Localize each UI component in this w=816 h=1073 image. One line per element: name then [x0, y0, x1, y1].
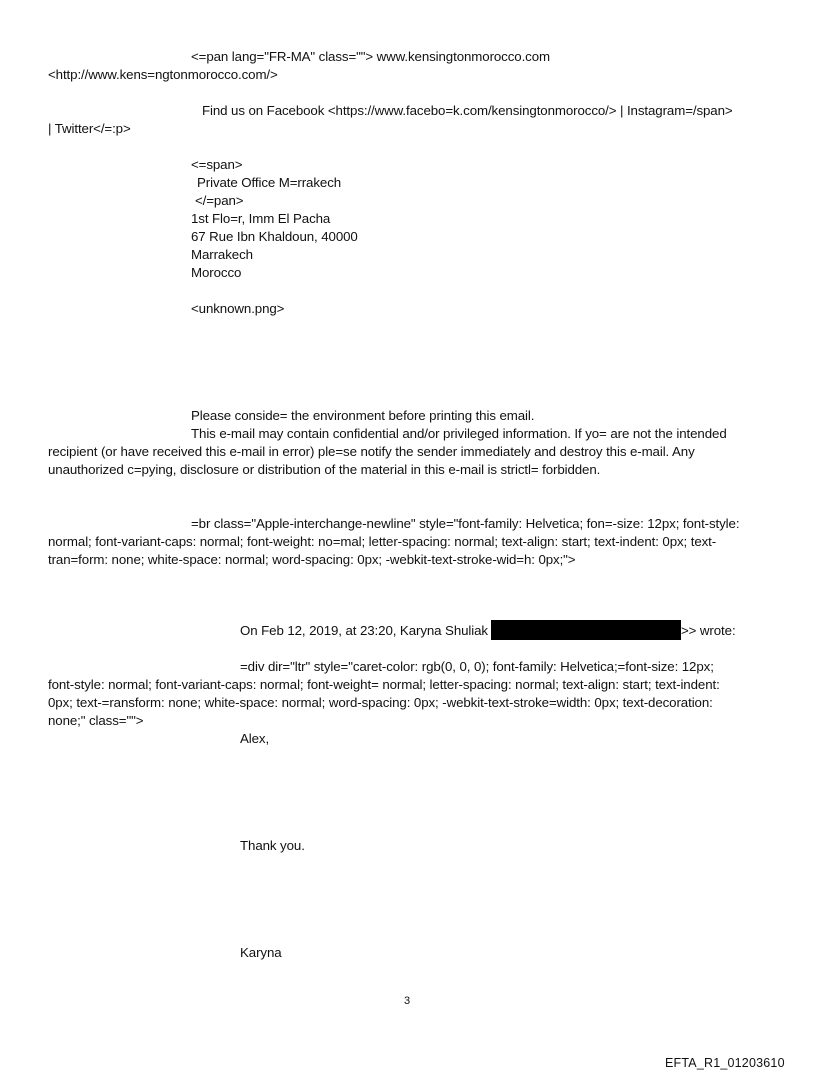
code-line: 0px; text-=ransform: none; white-space: normal; word-spacing: 0px; -webkit-text-stroke=width: 0px; text-decoration: [48, 695, 713, 710]
attribution-suffix: >> wrote: [681, 623, 736, 638]
environment-notice: Please conside= the environment before printing this email. [191, 408, 535, 423]
code-line: font-style: normal; font-variant-caps: normal; font-weight= normal; letter-spacing: normal; text-align: start; text-indent: [48, 677, 720, 692]
signature: Karyna [240, 945, 282, 960]
address-line: Private Office M=rrakech [197, 175, 342, 190]
code-line: =div dir="ltr" style="caret-color: rgb(0, 0, 0); font-family: Helvetica;=font-size: 12px; [240, 659, 714, 674]
code-line: tran=form: none; white-space: normal; word-spacing: 0px; -webkit-text-stroke-wid=h: 0px;"> [48, 552, 576, 567]
code-line: normal; font-variant-caps: normal; font-weight: no=mal; letter-spacing: normal; text-align: start; text-indent: 0px; text- [48, 534, 717, 549]
redaction-bar [491, 620, 681, 640]
address-line: </=pan> [195, 193, 244, 208]
disclaimer-line: This e-mail may contain confidential and/or privileged information. If yo= are not the intended [191, 426, 727, 441]
image-placeholder: <unknown.png> [191, 301, 285, 316]
disclaimer-line: unauthorized c=pying, disclosure or distribution of the material in this e-mail is strictl= forbidden. [48, 462, 601, 477]
address-line: <=span> [191, 157, 243, 172]
attribution-line: On Feb 12, 2019, at 23:20, Karyna Shuliak [240, 623, 488, 638]
greeting: Alex, [240, 731, 270, 746]
website-url-line: <http://www.kens=ngtonmorocco.com/> [48, 67, 278, 82]
bates-number: EFTA_R1_01203610 [665, 1056, 785, 1070]
code-line: none;" class=""> [48, 713, 144, 728]
disclaimer-line: recipient (or have received this e-mail in error) ple=se notify the sender immediately and destroy this e-mail. Any [48, 444, 695, 459]
social-links-line: Find us on Facebook <https://www.facebo=k.com/kensingtonmorocco/> | Instagram=/span> [202, 103, 733, 118]
thanks-line: Thank you. [240, 838, 305, 853]
address-line: 67 Rue Ibn Khaldoun, 40000 [191, 229, 358, 244]
address-line: 1st Flo=r, Imm El Pacha [191, 211, 331, 226]
lang-span-line: <=pan lang="FR-MA" class=""> www.kensingtonmorocco.com [191, 49, 550, 64]
page-number: 3 [404, 995, 411, 1007]
code-line: =br class="Apple-interchange-newline" style="font-family: Helvetica; fon=-size: 12px; font-style: [191, 516, 740, 531]
address-line: Marrakech [191, 247, 253, 262]
address-line: Morocco [191, 265, 242, 280]
social-links-continuation: | Twitter</=:p> [48, 121, 131, 136]
